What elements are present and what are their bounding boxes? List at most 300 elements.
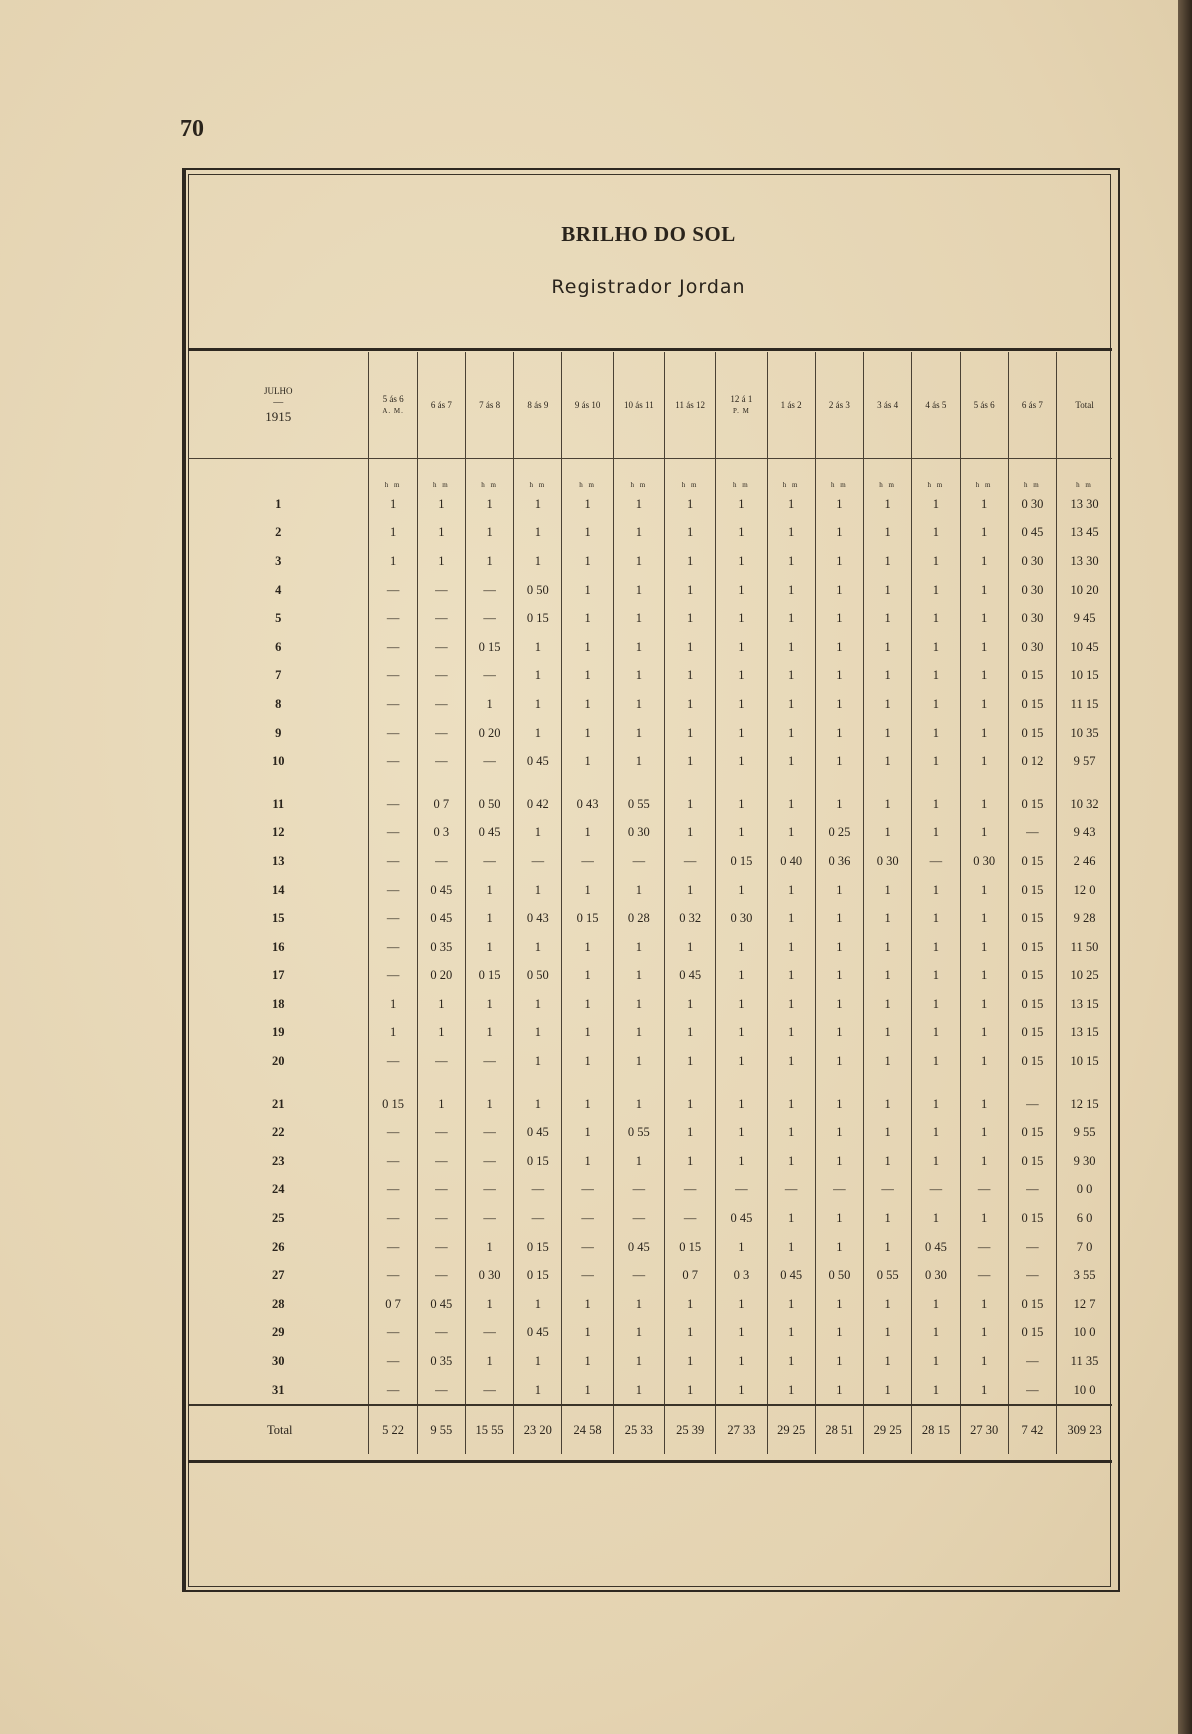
hour-value: 0 40 — [767, 847, 815, 876]
gap-cell — [369, 776, 417, 790]
column-header-label: 8 ás 9 — [527, 399, 549, 410]
hour-value: 0 7 — [417, 790, 465, 819]
gap-cell — [514, 776, 562, 790]
footer-rule — [188, 1460, 1112, 1463]
hour-value: 1 — [767, 690, 815, 719]
hour-value: 1 — [912, 490, 960, 519]
hour-value: 1 — [716, 547, 767, 576]
hour-value: 1 — [613, 1047, 664, 1076]
hour-value: 1 — [912, 604, 960, 633]
year-label: 1915 — [265, 408, 292, 424]
hour-value: — — [562, 1176, 613, 1205]
hour-value: 1 — [864, 1319, 912, 1348]
hour-value: 1 — [514, 1090, 562, 1119]
hour-value: 0 45 — [514, 747, 562, 776]
hour-value: 1 — [665, 990, 716, 1019]
column-header — [514, 352, 562, 459]
hour-value: 1 — [960, 1118, 1008, 1147]
hour-value: 1 — [613, 1290, 664, 1319]
hour-value: 1 — [514, 1047, 562, 1076]
hour-value: 1 — [864, 1204, 912, 1233]
hour-value: 1 — [613, 1090, 664, 1119]
column-total: 25 33 — [613, 1405, 664, 1454]
column-header — [417, 352, 465, 459]
hour-value: 1 — [960, 1019, 1008, 1048]
hour-value: 1 — [716, 990, 767, 1019]
hour-value: 1 — [960, 490, 1008, 519]
day-total: 13 30 — [1057, 490, 1112, 519]
gap-cell — [716, 1076, 767, 1090]
totals-label: Total — [188, 1405, 369, 1454]
hour-value: 1 — [665, 490, 716, 519]
hour-value: 1 — [912, 747, 960, 776]
table-row — [188, 690, 1112, 719]
hour-value: 1 — [960, 819, 1008, 848]
hour-value: 1 — [613, 990, 664, 1019]
hour-value: 0 55 — [613, 1118, 664, 1147]
hour-value: 1 — [514, 1290, 562, 1319]
column-total: 15 55 — [465, 1405, 513, 1454]
hour-value: — — [417, 1376, 465, 1406]
day-total: 10 25 — [1057, 962, 1112, 991]
day-number: 6 — [275, 639, 282, 654]
column-header — [465, 352, 513, 459]
table-row — [188, 1204, 1112, 1233]
column-header — [815, 352, 863, 459]
hour-value: — — [369, 576, 417, 605]
hour-value: 1 — [465, 990, 513, 1019]
hour-value: 1 — [369, 547, 417, 576]
day-number: 26 — [271, 1239, 285, 1254]
hour-value: — — [369, 1261, 417, 1290]
hour-value: — — [960, 1176, 1008, 1205]
day-number: 16 — [271, 939, 285, 954]
hour-value: — — [369, 1347, 417, 1376]
hour-value: — — [465, 1176, 513, 1205]
hour-value: — — [912, 1176, 960, 1205]
hour-value: 1 — [514, 633, 562, 662]
gap-cell — [815, 1076, 863, 1090]
column-header-label: 5 ás 6 — [382, 394, 404, 405]
column-total: 5 22 — [369, 1405, 417, 1454]
day-number: 24 — [271, 1182, 285, 1197]
day-number: 2 — [275, 525, 282, 540]
hour-value: — — [613, 1176, 664, 1205]
hour-value: — — [369, 790, 417, 819]
day-total: 13 45 — [1057, 519, 1112, 548]
hour-value: 1 — [716, 690, 767, 719]
day-total: 10 35 — [1057, 719, 1112, 748]
hour-value: — — [960, 1233, 1008, 1262]
hour-value: 1 — [465, 1090, 513, 1119]
hour-value: 1 — [960, 1376, 1008, 1406]
table-row — [188, 1261, 1112, 1290]
column-total: 29 25 — [864, 1405, 912, 1454]
hour-value: 1 — [864, 990, 912, 1019]
column-total: 27 30 — [960, 1405, 1008, 1454]
hour-value: — — [613, 1261, 664, 1290]
table-row — [188, 962, 1112, 991]
hour-value: — — [369, 1118, 417, 1147]
gap-cell — [665, 776, 716, 790]
hour-value: 1 — [815, 933, 863, 962]
gap-cell — [613, 1076, 664, 1090]
hour-value: 0 7 — [369, 1290, 417, 1319]
hour-value: 1 — [716, 1019, 767, 1048]
hour-value: — — [369, 1376, 417, 1406]
day-number: 5 — [275, 611, 282, 626]
gap-cell — [369, 1076, 417, 1090]
column-total: 28 15 — [912, 1405, 960, 1454]
hour-value: 1 — [562, 1019, 613, 1048]
hour-value: 1 — [465, 1019, 513, 1048]
hour-value: 1 — [912, 1090, 960, 1119]
hour-value: — — [417, 719, 465, 748]
hour-value: 1 — [767, 633, 815, 662]
hour-value: 1 — [716, 490, 767, 519]
table-row — [188, 1290, 1112, 1319]
hour-value: 1 — [815, 576, 863, 605]
hour-value: 1 — [767, 719, 815, 748]
hour-value: 1 — [767, 1233, 815, 1262]
hour-value: 1 — [665, 719, 716, 748]
column-header-label: 10 ás 11 — [624, 399, 654, 410]
hour-value: 1 — [665, 662, 716, 691]
table-row — [188, 819, 1112, 848]
day-total: 9 57 — [1057, 747, 1112, 776]
units-label: h m — [417, 459, 465, 491]
column-header — [665, 352, 716, 459]
hour-value: 1 — [767, 490, 815, 519]
hour-value: 1 — [960, 790, 1008, 819]
hour-value: 1 — [912, 1019, 960, 1048]
hour-value: — — [369, 719, 417, 748]
grand-total: 309 23 — [1057, 1405, 1112, 1454]
day-number: 14 — [271, 882, 285, 897]
table-row — [188, 1118, 1112, 1147]
hour-value: 1 — [417, 990, 465, 1019]
hour-value: 1 — [912, 519, 960, 548]
hour-value: 0 30 — [1008, 576, 1056, 605]
day-total: 10 0 — [1057, 1376, 1112, 1406]
hour-value: 0 45 — [417, 876, 465, 905]
hour-value: 0 12 — [1008, 747, 1056, 776]
hour-value: 0 30 — [1008, 633, 1056, 662]
gap-cell — [465, 776, 513, 790]
hour-value: 1 — [562, 490, 613, 519]
day-number: 13 — [271, 853, 285, 868]
hour-value: 0 3 — [716, 1261, 767, 1290]
gap-cell — [188, 1076, 369, 1090]
hour-value: 1 — [864, 1376, 912, 1406]
hour-value: 1 — [465, 519, 513, 548]
hour-value: — — [1008, 1261, 1056, 1290]
table-row — [188, 604, 1112, 633]
hour-value: — — [465, 1319, 513, 1348]
hour-value: 0 32 — [665, 904, 716, 933]
hour-value: — — [665, 1176, 716, 1205]
units-label: h m — [369, 459, 417, 491]
hour-value: 1 — [665, 576, 716, 605]
hour-value: 1 — [562, 576, 613, 605]
hour-value: 1 — [514, 819, 562, 848]
hour-value: 1 — [613, 604, 664, 633]
hour-value: 1 — [864, 1090, 912, 1119]
hour-value: — — [465, 662, 513, 691]
hour-value: 1 — [815, 962, 863, 991]
hour-value: 1 — [465, 1233, 513, 1262]
hour-value: 0 15 — [369, 1090, 417, 1119]
hour-value: — — [514, 1204, 562, 1233]
hour-value: 1 — [465, 1290, 513, 1319]
hour-value: 1 — [514, 1347, 562, 1376]
table-row — [188, 719, 1112, 748]
day-number: 30 — [271, 1354, 285, 1369]
hour-value: — — [369, 1319, 417, 1348]
hour-value: 0 36 — [815, 847, 863, 876]
hour-value: — — [369, 819, 417, 848]
hour-value: — — [514, 847, 562, 876]
day-number: 22 — [271, 1125, 285, 1140]
hour-value: 1 — [960, 690, 1008, 719]
hour-value: 1 — [912, 1204, 960, 1233]
hour-value: 0 45 — [613, 1233, 664, 1262]
hour-value: 1 — [613, 690, 664, 719]
hour-value: 1 — [912, 1047, 960, 1076]
hour-value: 1 — [465, 933, 513, 962]
hour-value: 1 — [562, 690, 613, 719]
units-label: h m — [1057, 459, 1112, 491]
day-number: 20 — [271, 1054, 285, 1069]
am-label: A. M. — [382, 407, 404, 416]
hour-value: 1 — [864, 633, 912, 662]
hour-value: — — [1008, 1376, 1056, 1406]
hour-value: 0 30 — [1008, 604, 1056, 633]
hour-value: 1 — [716, 1347, 767, 1376]
hour-value: 1 — [767, 662, 815, 691]
hour-value: 1 — [815, 904, 863, 933]
hour-value: 1 — [815, 1347, 863, 1376]
hour-value: 1 — [613, 576, 664, 605]
hour-value: 1 — [960, 547, 1008, 576]
hour-value: 1 — [665, 690, 716, 719]
hour-value: 0 43 — [514, 904, 562, 933]
day-total: 10 15 — [1057, 662, 1112, 691]
hour-value: 0 15 — [514, 1147, 562, 1176]
hour-value: 0 45 — [767, 1261, 815, 1290]
hour-value: — — [1008, 1233, 1056, 1262]
hour-value: — — [465, 1204, 513, 1233]
hour-value: 1 — [465, 547, 513, 576]
day-number: 9 — [275, 725, 282, 740]
hour-value: 1 — [465, 1347, 513, 1376]
hour-value: — — [417, 576, 465, 605]
hour-value: 1 — [514, 1019, 562, 1048]
day-total: 10 45 — [1057, 633, 1112, 662]
hour-value: — — [562, 1233, 613, 1262]
day-total: 9 43 — [1057, 819, 1112, 848]
table-header — [188, 352, 1112, 459]
hour-value: 1 — [864, 1290, 912, 1319]
hour-value: 1 — [716, 790, 767, 819]
day-number: 12 — [271, 825, 285, 840]
hour-value: 1 — [562, 1290, 613, 1319]
units-row — [188, 459, 1112, 491]
hour-value: 1 — [815, 990, 863, 1019]
hour-value: 1 — [767, 519, 815, 548]
hour-value: 1 — [716, 662, 767, 691]
hour-value: 1 — [716, 1147, 767, 1176]
hour-value: 0 55 — [613, 790, 664, 819]
hour-value: 0 15 — [1008, 1019, 1056, 1048]
hour-value: 1 — [465, 690, 513, 719]
hour-value: 1 — [864, 876, 912, 905]
hour-value: 1 — [815, 633, 863, 662]
hour-value: 0 15 — [1008, 962, 1056, 991]
header-rule — [188, 348, 1112, 351]
units-label: h m — [562, 459, 613, 491]
hour-value: 1 — [613, 1376, 664, 1406]
hour-value: — — [665, 847, 716, 876]
hour-value: 1 — [514, 876, 562, 905]
hour-value: 1 — [864, 904, 912, 933]
gap-cell — [960, 1076, 1008, 1090]
gap-cell — [1057, 1076, 1112, 1090]
table-row — [188, 547, 1112, 576]
hour-value: 1 — [815, 1147, 863, 1176]
hour-value: 1 — [562, 604, 613, 633]
hour-value: 0 15 — [465, 962, 513, 991]
hour-value: 0 30 — [1008, 547, 1056, 576]
column-header — [1008, 352, 1056, 459]
day-total: 6 0 — [1057, 1204, 1112, 1233]
hour-value: 1 — [716, 933, 767, 962]
table-row — [188, 876, 1112, 905]
hour-value: 0 15 — [1008, 933, 1056, 962]
hour-value: 0 30 — [912, 1261, 960, 1290]
hour-value: 1 — [864, 547, 912, 576]
gap-cell — [815, 776, 863, 790]
hour-value: — — [960, 1261, 1008, 1290]
hour-value: 1 — [864, 819, 912, 848]
column-header — [960, 352, 1008, 459]
hour-value: 1 — [815, 690, 863, 719]
table-row — [188, 1176, 1112, 1205]
hour-value: 1 — [665, 790, 716, 819]
hour-value: — — [465, 1147, 513, 1176]
hour-value: 1 — [815, 1204, 863, 1233]
table-row — [188, 1090, 1112, 1119]
group-gap — [188, 1076, 1112, 1090]
table-subtitle: Registrador Jordan — [551, 276, 746, 298]
hour-value: 0 30 — [613, 819, 664, 848]
hour-value: 1 — [417, 519, 465, 548]
hour-value: 1 — [767, 962, 815, 991]
day-number: 23 — [271, 1153, 285, 1168]
units-label: h m — [960, 459, 1008, 491]
book-edge — [1178, 0, 1192, 1734]
hour-value: — — [465, 847, 513, 876]
hour-value: 1 — [665, 1147, 716, 1176]
hour-value: — — [369, 1147, 417, 1176]
hour-value: 0 45 — [716, 1204, 767, 1233]
gap-cell — [767, 776, 815, 790]
hour-value: 1 — [767, 790, 815, 819]
hour-value: 1 — [562, 633, 613, 662]
hour-value: 1 — [767, 1118, 815, 1147]
column-total: 23 20 — [514, 1405, 562, 1454]
hour-value: — — [369, 1233, 417, 1262]
day-total: 12 7 — [1057, 1290, 1112, 1319]
hour-value: 1 — [665, 933, 716, 962]
hour-value: 1 — [562, 547, 613, 576]
hour-value: 1 — [665, 1290, 716, 1319]
hour-value: 0 45 — [417, 904, 465, 933]
hour-value: 1 — [716, 876, 767, 905]
hour-value: 1 — [613, 876, 664, 905]
hour-value: — — [465, 576, 513, 605]
hour-value: 1 — [665, 1047, 716, 1076]
hour-value: 0 20 — [417, 962, 465, 991]
hour-value: 0 15 — [514, 1261, 562, 1290]
column-header-label: 11 ás 12 — [675, 399, 705, 410]
gap-cell — [864, 1076, 912, 1090]
hour-value: 1 — [514, 933, 562, 962]
hour-value: 1 — [864, 962, 912, 991]
hour-value: 0 15 — [1008, 1147, 1056, 1176]
table-row — [188, 847, 1112, 876]
day-total: 11 15 — [1057, 690, 1112, 719]
units-label: h m — [514, 459, 562, 491]
day-number: 25 — [271, 1211, 285, 1226]
gap-cell — [960, 776, 1008, 790]
hour-value: 1 — [665, 1019, 716, 1048]
page-number: 70 — [180, 116, 204, 142]
hour-value: 0 15 — [665, 1233, 716, 1262]
hour-value: — — [369, 876, 417, 905]
hour-value: — — [417, 1176, 465, 1205]
hour-value: 1 — [815, 490, 863, 519]
hour-value: 0 45 — [417, 1290, 465, 1319]
column-total: 29 25 — [767, 1405, 815, 1454]
hour-value: 1 — [912, 933, 960, 962]
hour-value: 1 — [465, 876, 513, 905]
hour-value: 1 — [562, 1118, 613, 1147]
hour-value: 1 — [960, 1290, 1008, 1319]
column-total: 27 33 — [716, 1405, 767, 1454]
hour-value: 1 — [562, 519, 613, 548]
hour-value: 1 — [417, 1019, 465, 1048]
table-row — [188, 1147, 1112, 1176]
day-number: 27 — [271, 1268, 285, 1283]
hour-value: — — [465, 1047, 513, 1076]
column-header — [716, 352, 767, 459]
hour-value: 1 — [912, 819, 960, 848]
hour-value: 1 — [562, 662, 613, 691]
hour-value: 1 — [960, 1047, 1008, 1076]
units-label: h m — [613, 459, 664, 491]
hour-value: 1 — [767, 1019, 815, 1048]
column-header-label: 9 ás 10 — [574, 399, 601, 410]
hour-value: 0 15 — [562, 904, 613, 933]
gap-cell — [1008, 776, 1056, 790]
column-header-label: 7 ás 8 — [479, 399, 501, 410]
column-total: 24 58 — [562, 1405, 613, 1454]
hour-value: 0 15 — [1008, 847, 1056, 876]
hour-value: 1 — [562, 933, 613, 962]
hour-value: 1 — [417, 547, 465, 576]
hour-value: 0 15 — [1008, 1290, 1056, 1319]
